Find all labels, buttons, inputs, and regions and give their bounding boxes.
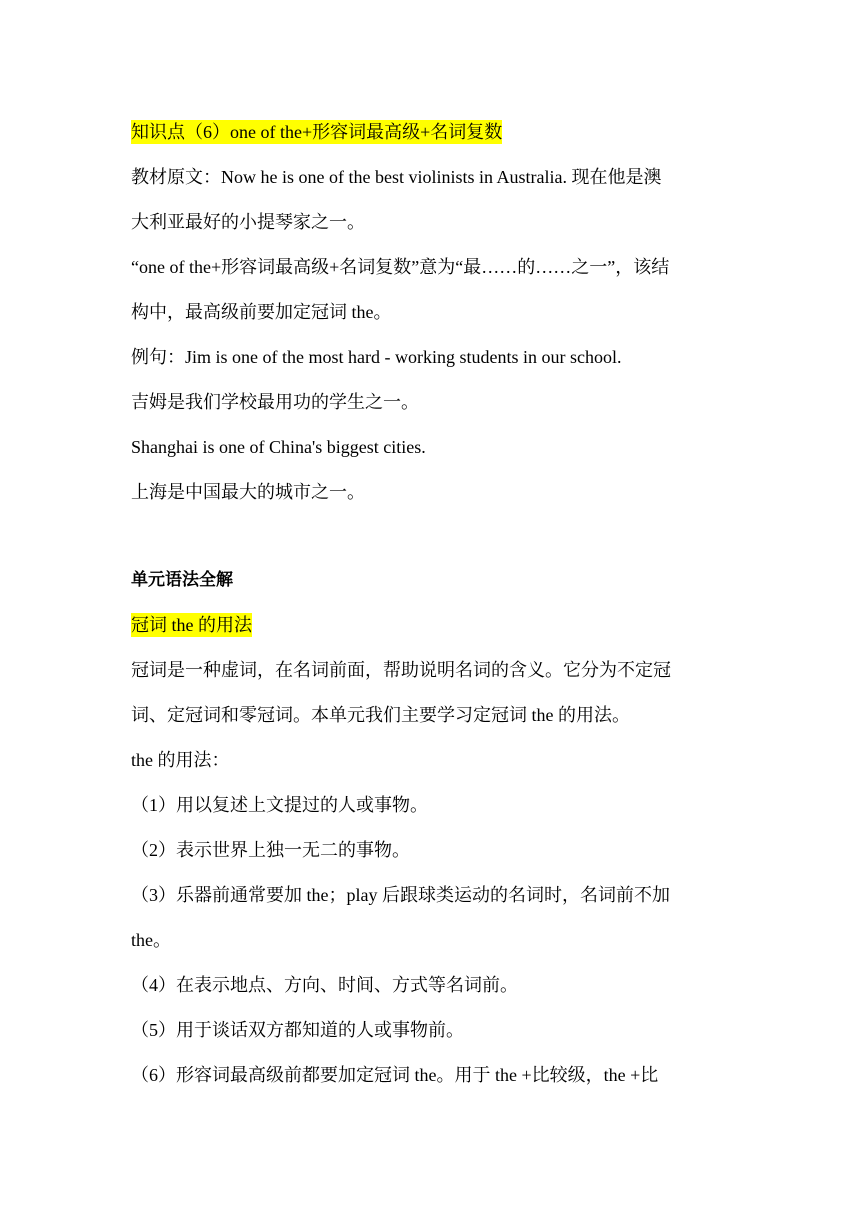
intro-line-1: 冠词是一种虚词，在名词前面，帮助说明名词的含义。它分为不定冠 [131, 660, 671, 680]
article-usage-subheading [131, 603, 733, 648]
usage-item-5: （5）用于谈话双方都知道的人或事物前。 [131, 1020, 464, 1040]
heading-highlight: 知识点（6）one of the+形容词最高级+名词复数 [131, 122, 503, 142]
example-sentence-2-en: Shanghai is one of China's biggest cities. [131, 437, 426, 457]
usage-item-2: （2）表示世界上独一无二的事物。 [131, 840, 410, 860]
grammar-section-title: 单元语法全解 [131, 570, 233, 590]
knowledge-point-heading [131, 110, 733, 155]
usage-item-1: （1）用以复述上文提过的人或事物。 [131, 795, 428, 815]
subheading-highlight: 冠词 the 的用法 [131, 615, 252, 635]
intro-line-2: 词、定冠词和零冠词。本单元我们主要学习定冠词 the 的用法。 [131, 705, 630, 725]
section-spacer [131, 515, 733, 558]
usage-item-3-continued: the。 [131, 930, 171, 950]
explanation-line-2: 构中，最高级前要加定冠词 the。 [131, 302, 392, 322]
explanation-line-1: “one of the+形容词最高级+名词复数”意为“最……的……之一”，该结 [131, 257, 670, 277]
usage-item-3: （3）乐器前通常要加 the；play 后跟球类运动的名词时，名词前不加 [131, 885, 670, 905]
textbook-original-line-2: 大利亚最好的小提琴家之一。 [131, 212, 365, 232]
example-sentence-1-cn: 吉姆是我们学校最用功的学生之一。 [131, 392, 419, 412]
textbook-original-line-1: 教材原文：Now he is one of the best violinists in Australia. 现在他是澳 [131, 167, 662, 187]
example-sentence-1-en: 例句：Jim is one of the most hard - working students in our school. [131, 347, 622, 367]
usage-item-4: （4）在表示地点、方向、时间、方式等名词前。 [131, 975, 518, 995]
example-sentence-2-cn: 上海是中国最大的城市之一。 [131, 482, 365, 502]
usage-label: the 的用法： [131, 750, 230, 770]
usage-item-6: （6）形容词最高级前都要加定冠词 the。用于 the +比较级，the +比 [131, 1065, 659, 1085]
document-page [131, 110, 733, 1098]
